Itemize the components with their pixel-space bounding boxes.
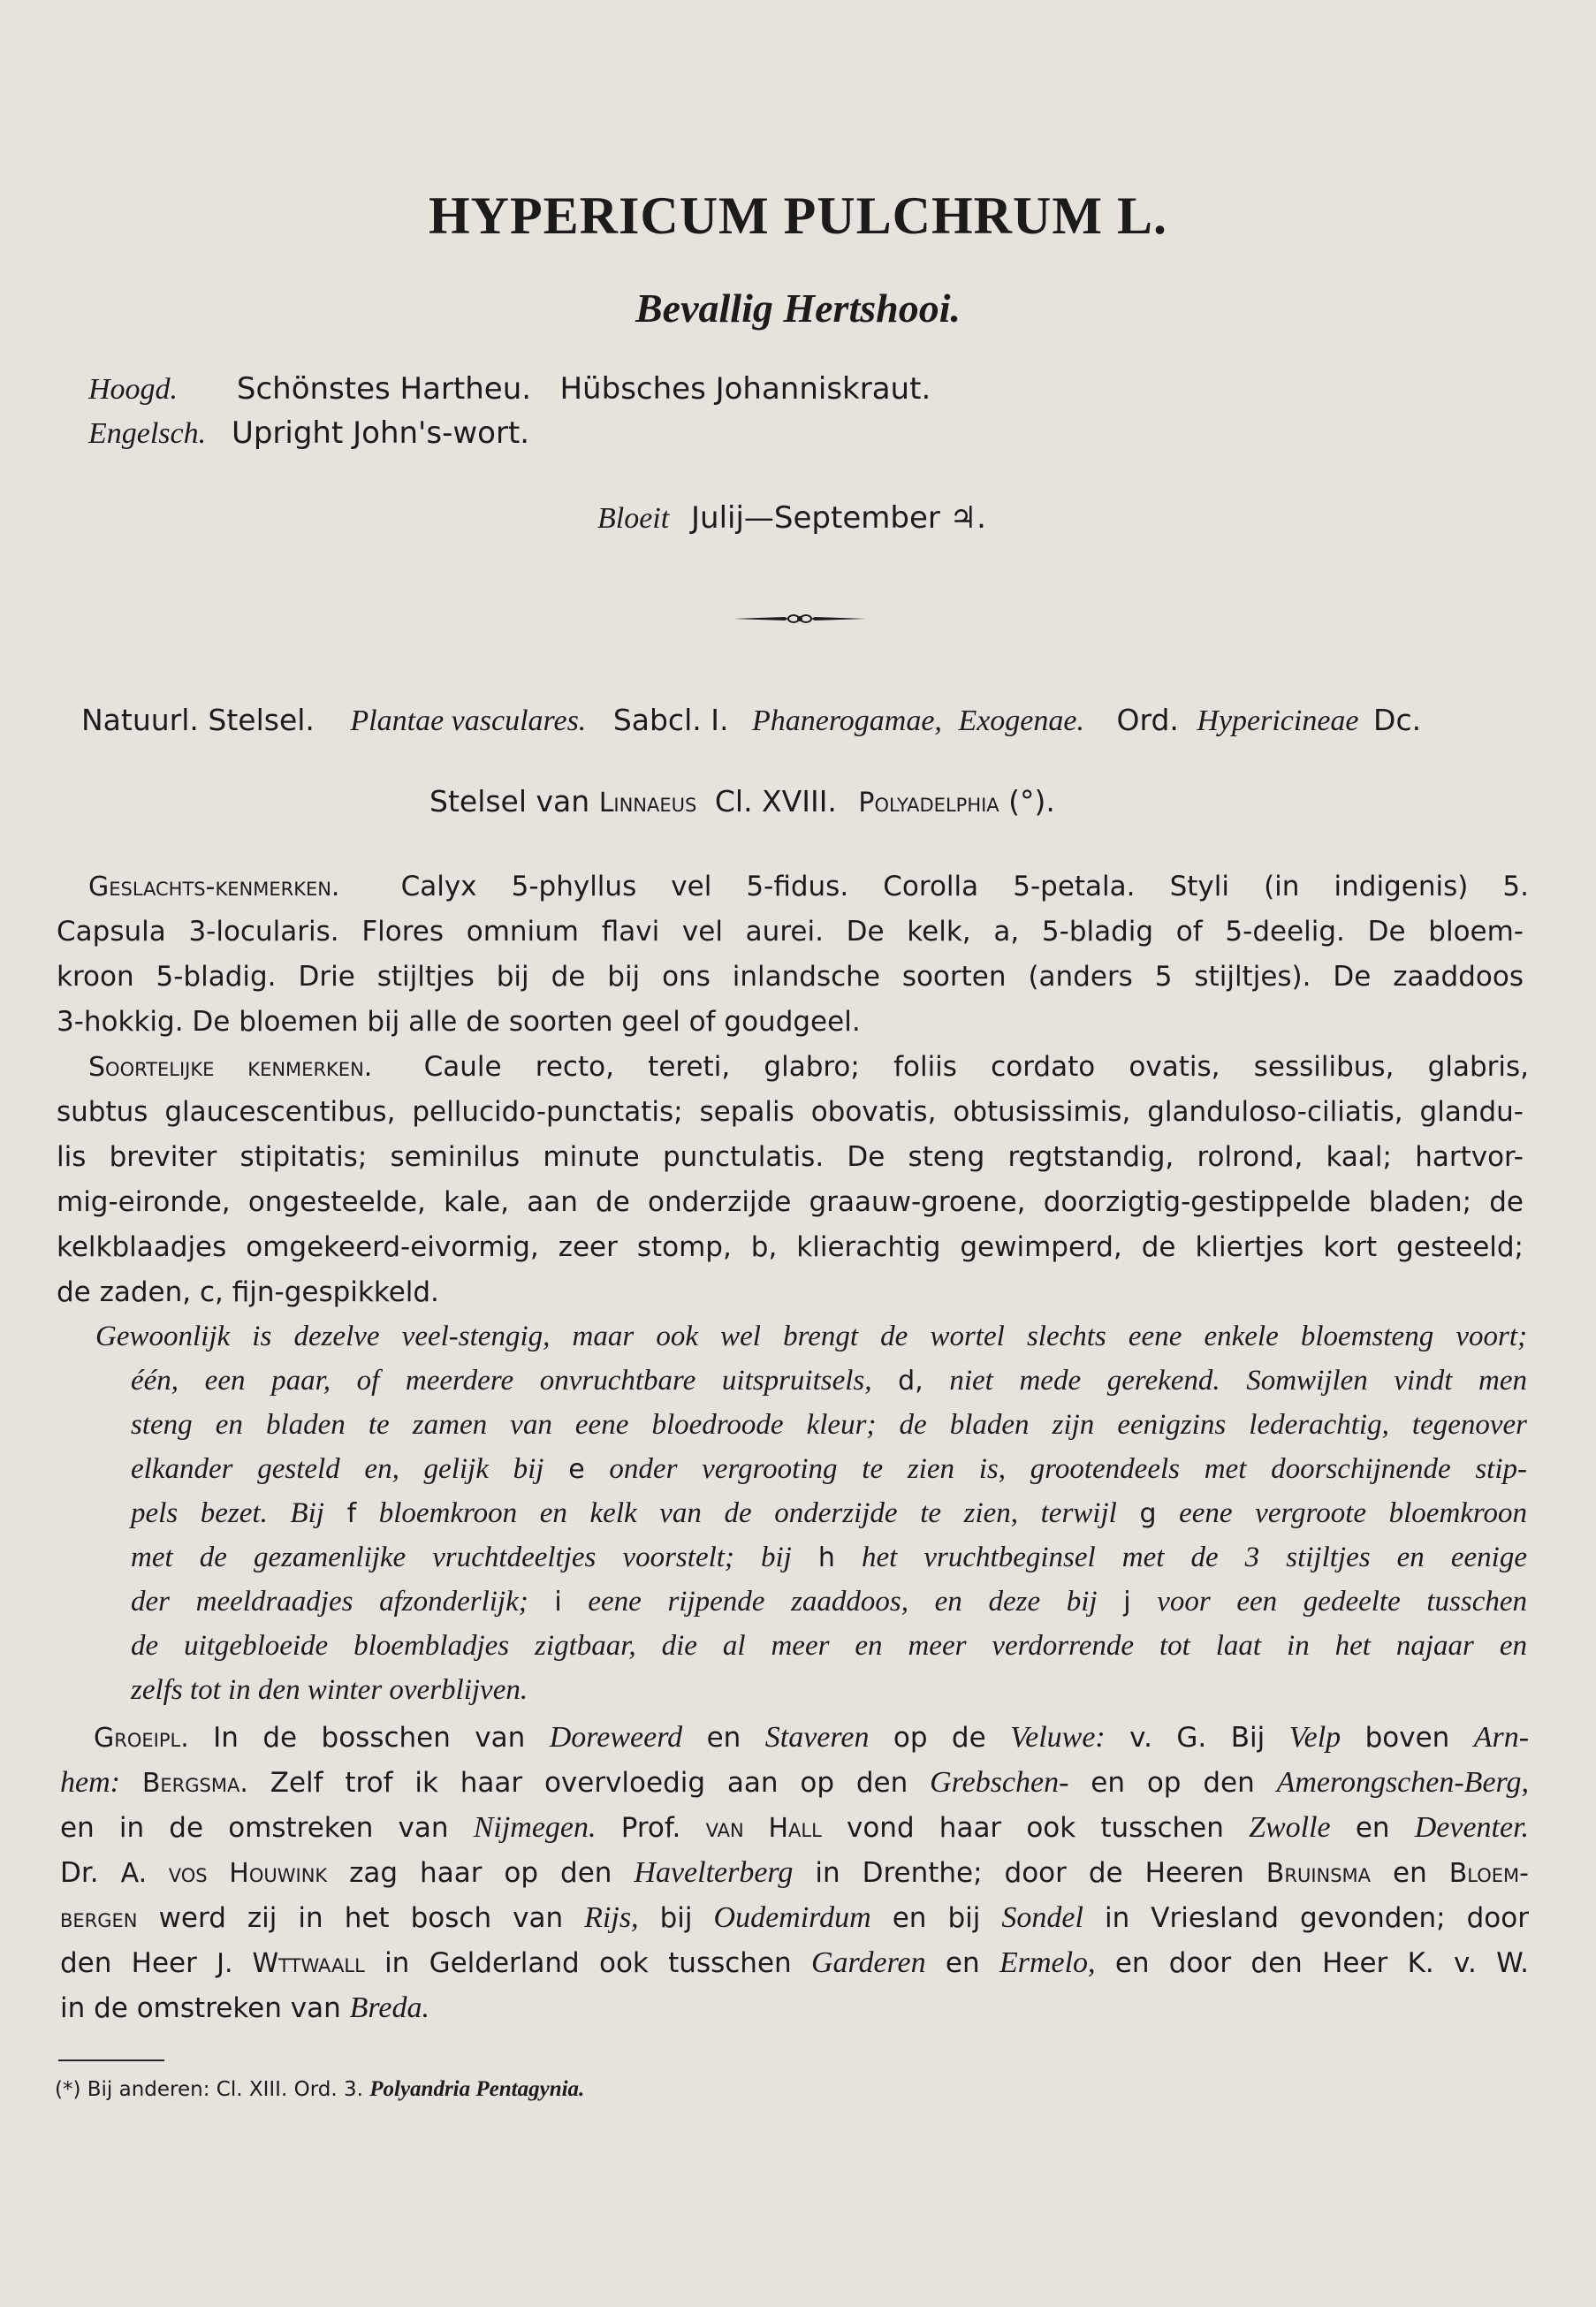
groeipl-1e: op de (893, 1722, 986, 1754)
groeipl-line-4 (60, 1856, 1529, 1890)
groeipl-3b: Nijmegen. (473, 1811, 597, 1844)
gewoon-7d: j (1123, 1587, 1131, 1618)
gewoon-5d: g (1139, 1498, 1157, 1529)
groeipl-5a: bergen (60, 1903, 138, 1934)
groeipl-1c: en (706, 1722, 741, 1754)
natuurl-label: Natuurl. Stelsel. (81, 703, 315, 737)
linnaeus-prefix: Stelsel van (429, 784, 590, 818)
groeipl-1k: Arn- (1473, 1721, 1530, 1754)
gewoon-6a: met de gezamenlijke vruchtdeeltjes voorstelt; bij (131, 1542, 792, 1573)
page-subtitle: Bevallig Hertshooi. (635, 286, 961, 331)
gewoon-7b: i (554, 1587, 562, 1618)
groeipl-2e: en op den (1091, 1767, 1255, 1799)
sabcl-text: Sabcl. I. (612, 703, 729, 737)
gewoon-line-4 (131, 1453, 1527, 1486)
gewoon-line-6 (131, 1542, 1527, 1574)
groeipl-7a: in de omstreken van (60, 1992, 341, 2024)
groeipl-3d: van Hall (705, 1813, 822, 1844)
dc-text: Dc. (1373, 703, 1422, 737)
soort-line-4: mig-eironde, ongesteelde, kale, aan de onderzijde graauw-groene, doorzigtig-gestippelde bladen; de (57, 1186, 1524, 1218)
groeipl-5d: bij (659, 1902, 693, 1934)
gewoon-2b: d, (898, 1366, 923, 1397)
soort-line-1 (88, 1051, 1529, 1083)
ord-text: Ord. (1116, 703, 1179, 737)
footnote (55, 2077, 584, 2102)
soort-label: Soortelijke kenmerken. (88, 1052, 373, 1083)
gewoon-5b: f (346, 1498, 357, 1529)
groeipl-4c: zag haar op den (349, 1857, 612, 1889)
linnaeus-ref: (°). (1008, 784, 1055, 818)
hyper-text: Hypericineae (1197, 704, 1359, 737)
footnote-italic: Polyandria Pentagynia. (369, 2077, 585, 2101)
geslacht-line-4: 3-hokkig. De bloemen bij alle de soorten geel of goudgeel. (57, 1006, 861, 1038)
groeipl-3f: Zwolle (1249, 1811, 1331, 1844)
plantae-text: Plantae vasculares. (350, 704, 587, 737)
groeipl-4h: Bloem- (1448, 1858, 1529, 1889)
gewoon-line-1: Gewoonlijk is dezelve veel-stengig, maar ook wel brengt de wortel slechts eene enkele bloemsteng voort; (95, 1321, 1527, 1352)
groeipl-3h: Deventer. (1414, 1811, 1530, 1844)
soort-line-2: subtus glaucescentibus, pellucido-punctatis; sepalis obovatis, obtusissimis, glanduloso-ciliatis, glandu- (57, 1096, 1524, 1128)
groeipl-6b: J. Wttwaall (217, 1948, 365, 1979)
linnaeus-name: Linnaeus (598, 788, 697, 818)
soort-text-1: Caule recto, tereti, glabro; foliis cordato ovatis, sessilibus, glabris, (423, 1051, 1530, 1083)
groeipl-2f: Amerongschen-Berg, (1276, 1766, 1530, 1799)
groeipl-6a: den Heer (60, 1947, 197, 1979)
groeipl-1b: Doreweerd (549, 1721, 683, 1754)
groeipl-2b: Bergsma. (141, 1768, 248, 1799)
groeipl-7b: Breda. (349, 1991, 429, 2024)
groeipl-6e: en (945, 1947, 980, 1979)
linnaeus-poly: Polyadelphia (858, 788, 999, 818)
gewoon-line-9: zelfs tot in den winter overblijven. (131, 1674, 528, 1706)
geslacht-line-3: kroon 5-bladig. Drie stijltjes bij de bij ons inlandsche soorten (anders 5 stijltjes). De zaaddoos (57, 961, 1524, 993)
groeipl-4b: A. vos Houwink (120, 1858, 328, 1889)
groeipl-line-1 (94, 1721, 1529, 1755)
gewoon-line-7 (131, 1586, 1527, 1618)
synonym-hoogd (88, 371, 931, 407)
groeipl-5e: Oudemirdum (713, 1901, 871, 1934)
groeipl-4g: en (1393, 1857, 1427, 1889)
geslacht-label: Geslachts-kenmerken. (88, 872, 340, 902)
gewoon-4a: elkander gesteld en, gelijk bij (131, 1453, 544, 1485)
groeipl-5f: en bij (892, 1902, 981, 1934)
groeipl-4d: Havelterberg (634, 1856, 794, 1889)
geslacht-line-1 (88, 871, 1529, 902)
gewoon-line-3: steng en bladen te zamen van eene bloedroode kleur; de bladen zijn eenigzins lederachtig, tegenover (131, 1409, 1527, 1441)
phanero-text: Phanerogamae, (751, 704, 942, 737)
bloeit-label: Bloeit (597, 502, 670, 535)
groeipl-4a: Dr. (60, 1857, 99, 1889)
synonym-engelsch-label: Engelsch. (88, 417, 207, 450)
groeipl-1d: Staveren (764, 1721, 870, 1754)
groeipl-1i: Velp (1288, 1721, 1341, 1754)
soort-line-5: kelkblaadjes omgekeerd-eivormig, zeer stomp, b, klierachtig gewimperd, de kliertjes kort gesteeld; (57, 1231, 1524, 1263)
groeipl-6g: en door den Heer K. v. W. (1114, 1947, 1530, 1979)
gewoon-4c: onder vergrooting te zien is, grootendeels met doorschijnende stip- (609, 1453, 1528, 1485)
gewoon-5a: pels bezet. Bij (131, 1497, 324, 1529)
synonym-hoogd-names: Schönstes Hartheu. Hübsches Johanniskraut. (236, 371, 931, 407)
page-title: HYPERICUM PULCHRUM L. (429, 187, 1167, 245)
gewoon-6b: h (817, 1542, 835, 1573)
groeipl-5h: in Vriesland gevonden; door (1105, 1902, 1529, 1934)
synonym-hoogd-label: Hoogd. (88, 373, 179, 406)
soort-line-6: de zaden, c, fijn-gespikkeld. (57, 1276, 439, 1308)
gewoon-7c: eene rijpende zaaddoos, en deze bij (588, 1586, 1098, 1618)
footnote-prefix: (*) Bij anderen: Cl. XIII. Ord. 3. (55, 2078, 363, 2101)
groeipl-line-3 (60, 1811, 1529, 1845)
exogenae-text: Exogenae. (958, 704, 1084, 737)
groeipl-1a: In de bosschen van (213, 1722, 526, 1754)
groeipl-line-2 (60, 1766, 1529, 1800)
linnaeus-line (429, 784, 1055, 818)
groeipl-1f: Veluwe: (1010, 1721, 1106, 1754)
soort-line-3: lis breviter stipitatis; seminilus minute punctulatis. De steng regtstandig, rolrond, kaal; hartvor- (57, 1141, 1524, 1173)
groeipl-5c: Rijs, (584, 1901, 639, 1934)
gewoon-5c: bloemkroon en kelk van de onderzijde te zien, terwijl (378, 1497, 1117, 1529)
geslacht-line-2: Capsula 3-locularis. Flores omnium flavi vel aurei. De kelk, a, 5-bladig of 5-deelig. De bloem- (57, 916, 1524, 948)
groeipl-label: Groeipl. (94, 1723, 189, 1754)
groeipl-4e: in Drenthe; door de Heeren (815, 1857, 1244, 1889)
gewoon-line-5 (131, 1497, 1527, 1530)
gewoon-7e: voor een gedeelte tusschen (1157, 1586, 1528, 1618)
groeipl-line-6 (60, 1946, 1529, 1980)
groeipl-3g: en (1355, 1812, 1390, 1844)
groeipl-2c: Zelf trof ik haar overvloedig aan op den (270, 1767, 908, 1799)
gewoon-7a: der meeldraadjes afzonderlijk; (131, 1586, 528, 1618)
groeipl-1j: boven (1364, 1722, 1450, 1754)
ornament-divider-icon (733, 608, 866, 629)
groeipl-3c: Prof. (620, 1812, 681, 1844)
groeipl-5b: werd zij in het bosch van (158, 1902, 564, 1934)
footnote-divider (58, 2060, 164, 2061)
groeipl-5g: Sondel (1001, 1901, 1083, 1934)
groeipl-6d: Garderen (810, 1946, 926, 1979)
gewoon-5e: eene vergroote bloemkroon (1179, 1497, 1528, 1529)
groeipl-4f: Bruinsma (1265, 1858, 1372, 1889)
bloeit-value: Julij—September ♃. (691, 500, 986, 536)
gewoon-2a: één, een paar, of meerdere onvruchtbare uitspruitsels, (131, 1365, 872, 1397)
groeipl-1g: v. G. (1129, 1722, 1207, 1754)
geslacht-text-1: Calyx 5-phyllus vel 5-fidus. Corolla 5-petala. Styli (in indigenis) 5. (400, 871, 1529, 902)
gewoon-4b: e (568, 1454, 585, 1485)
gewoon-line-8: de uitgebloeide bloembladjes zigtbaar, die al meer en meer verdorrende tot laat in het najaar en (131, 1630, 1527, 1662)
synonym-engelsch-names: Upright John's-wort. (231, 415, 530, 451)
groeipl-line-7 (60, 1991, 1529, 2025)
groeipl-6f: Ermelo, (999, 1946, 1096, 1979)
gewoon-6c: het vruchtbeginsel met de 3 stijltjes en eenige (862, 1542, 1527, 1573)
groeipl-2d: Grebschen- (930, 1766, 1069, 1799)
groeipl-6c: in Gelderland ook tusschen (384, 1947, 792, 1979)
gewoon-line-2 (131, 1365, 1527, 1397)
gewoon-2c: niet mede gerekend. Somwijlen vindt men (949, 1365, 1527, 1397)
groeipl-line-5 (60, 1901, 1529, 1935)
linnaeus-class: Cl. XVIII. (714, 784, 837, 818)
bloeit-line (597, 500, 986, 536)
groeipl-3a: en in de omstreken van (60, 1812, 449, 1844)
groeipl-2a: hem: (60, 1766, 120, 1799)
synonym-engelsch (88, 415, 529, 451)
natuurl-stelsel-line (81, 703, 1421, 738)
groeipl-1h: Bij (1230, 1722, 1265, 1754)
groeipl-3e: vond haar ook tusschen (847, 1812, 1224, 1844)
